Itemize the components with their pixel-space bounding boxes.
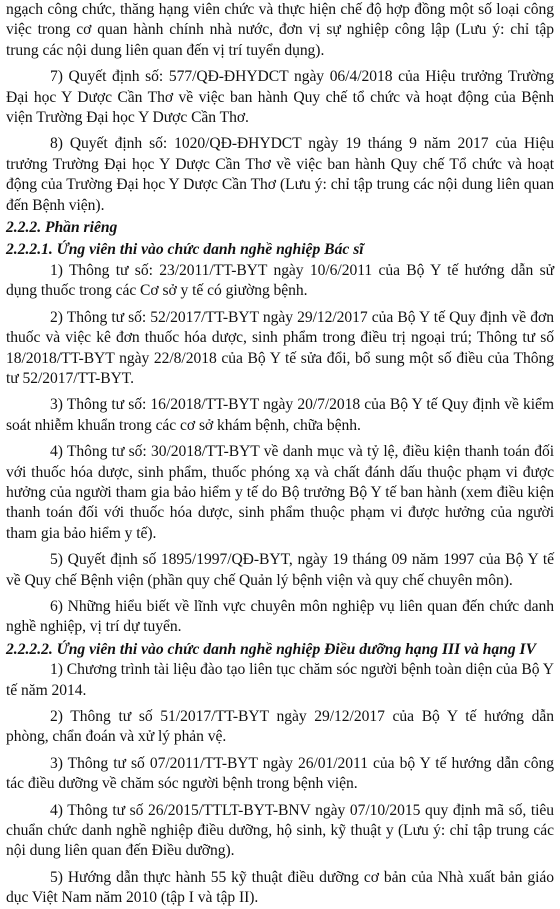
section-heading-2-2-2-1: 2.2.2.1. Ứng viên thi vào chức danh nghề nghiệp Bác sĩ: [6, 241, 364, 259]
dieu-duong-item-2: 2) Thông tư số 51/2017/TT-BYT ngày 29/12/2017 của Bộ Y tế hướng dẫn phòng, chẩn đoán và xử lý phản vệ.: [6, 708, 554, 746]
dieu-duong-item-4: 4) Thông tư số 26/2015/TTLT-BYT-BNV ngày 07/10/2015 quy định mã số, tiêu chuẩn chức danh nghề nghiệp điều dưỡng, hộ sinh, kỹ thuật y (Lưu ý: chỉ tập trung các nội dung liên quan đến Điều dưỡng).: [6, 801, 554, 860]
paragraph-item-8: 8) Quyết định số: 1020/QĐ-ĐHYDCT ngày 19 tháng 9 năm 2017 của Hiệu trưởng Trường Đại học Y Dược Cần Thơ về việc ban hành Quy chế Tổ chức và hoạt động của Trường Đại học Y Dược Cần Thơ (Lưu ý: chỉ tập trung các nội dung liên quan đến Bệnh viện).: [6, 135, 554, 214]
bac-si-item-5: 5) Quyết định số 1895/1997/QĐ-BYT, ngày 19 tháng 09 năm 1997 của Bộ Y tế về Quy chế Bệnh viện (phần quy chế Quản lý bệnh viện và quy chế chuyên môn).: [6, 551, 554, 589]
bac-si-item-1: 1) Thông tư số: 23/2011/TT-BYT ngày 10/6/2011 của Bộ Y tế hướng dẫn sử dụng thuốc trong các Cơ sở y tế có giường bệnh.: [6, 261, 554, 300]
bac-si-item-4: 4) Thông tư số: 30/2018/TT-BYT về danh mục và tỷ lệ, điều kiện thanh toán đối với thuốc hóa dược, sinh phẩm, thuốc phóng xạ và chất đánh dấu thuộc phạm vi được hưởng của người tham gia bảo hiểm y tế do Bộ trưởng Bộ Y tế ban hành (xem điều kiện thanh toán đối với thuốc hóa dược, sinh phẩm thuộc phạm vi được hưởng của người tham gia bảo hiểm y tế).: [6, 443, 554, 542]
paragraph-continuation: ngạch công chức, thăng hạng viên chức và thực hiện chế độ hợp đồng một số loại công việc trong cơ quan hành chính nhà nước, đơn vị sự nghiệp công lập (Lưu ý: chỉ tập trung các nội dung liên quan đến vị trí tuyển dụng).: [6, 1, 554, 59]
section-heading-2-2-2: 2.2.2. Phần riêng: [6, 219, 118, 237]
dieu-duong-item-3: 3) Thông tư số 07/2011/TT-BYT ngày 26/01/2011 của bộ Y tế hướng dẫn công tác điều dưỡng về chăm sóc người bệnh trong bệnh viện.: [6, 754, 554, 793]
bac-si-item-6: 6) Những hiểu biết về lĩnh vực chuyên môn nghiệp vụ liên quan đến chức danh nghề nghiệp, vị trí dự tuyển.: [6, 597, 554, 636]
dieu-duong-item-5: 5) Hướng dẫn thực hành 55 kỹ thuật điều dưỡng cơ bản của Nhà xuất bản giáo dục Việt Nam năm 2010 (tập I và tập II).: [6, 868, 554, 907]
section-heading-2-2-2-2: 2.2.2.2. Ứng viên thi vào chức danh nghề nghiệp Điều dưỡng hạng III và hạng IV: [6, 640, 536, 658]
bac-si-item-2: 2) Thông tư số: 52/2017/TT-BYT ngày 29/12/2017 của Bộ Y tế Quy định về đơn thuốc và việc kê đơn thuốc hóa dược, sinh phẩm trong điều trị ngoại trú; Thông tư số 18/2018/TT-BYT ngày 22/8/2018 của Bộ Y tế sửa đổi, bổ sung một số điều của Thông tư 52/2017/TT-BYT.: [6, 308, 554, 387]
paragraph-item-7: 7) Quyết định số: 577/QĐ-ĐHYDCT ngày 06/4/2018 của Hiệu trưởng Trường Đại học Y Dược Cần Thơ về việc ban hành Quy chế tổ chức và hoạt động của Bệnh viện Trường Đại học Y Dược Cần Thơ.: [6, 68, 554, 127]
document-page: [6, 0, 554, 909]
bac-si-item-3: 3) Thông tư số: 16/2018/TT-BYT ngày 20/7/2018 của Bộ Y tế Quy định về kiểm soát nhiễm khuẩn trong các cơ sở khám bệnh, chữa bệnh.: [6, 396, 554, 434]
dieu-duong-item-1: 1) Chương trình tài liệu đào tạo liên tục chăm sóc người bệnh toàn diện của Bộ Y tế năm 2014.: [6, 661, 554, 699]
